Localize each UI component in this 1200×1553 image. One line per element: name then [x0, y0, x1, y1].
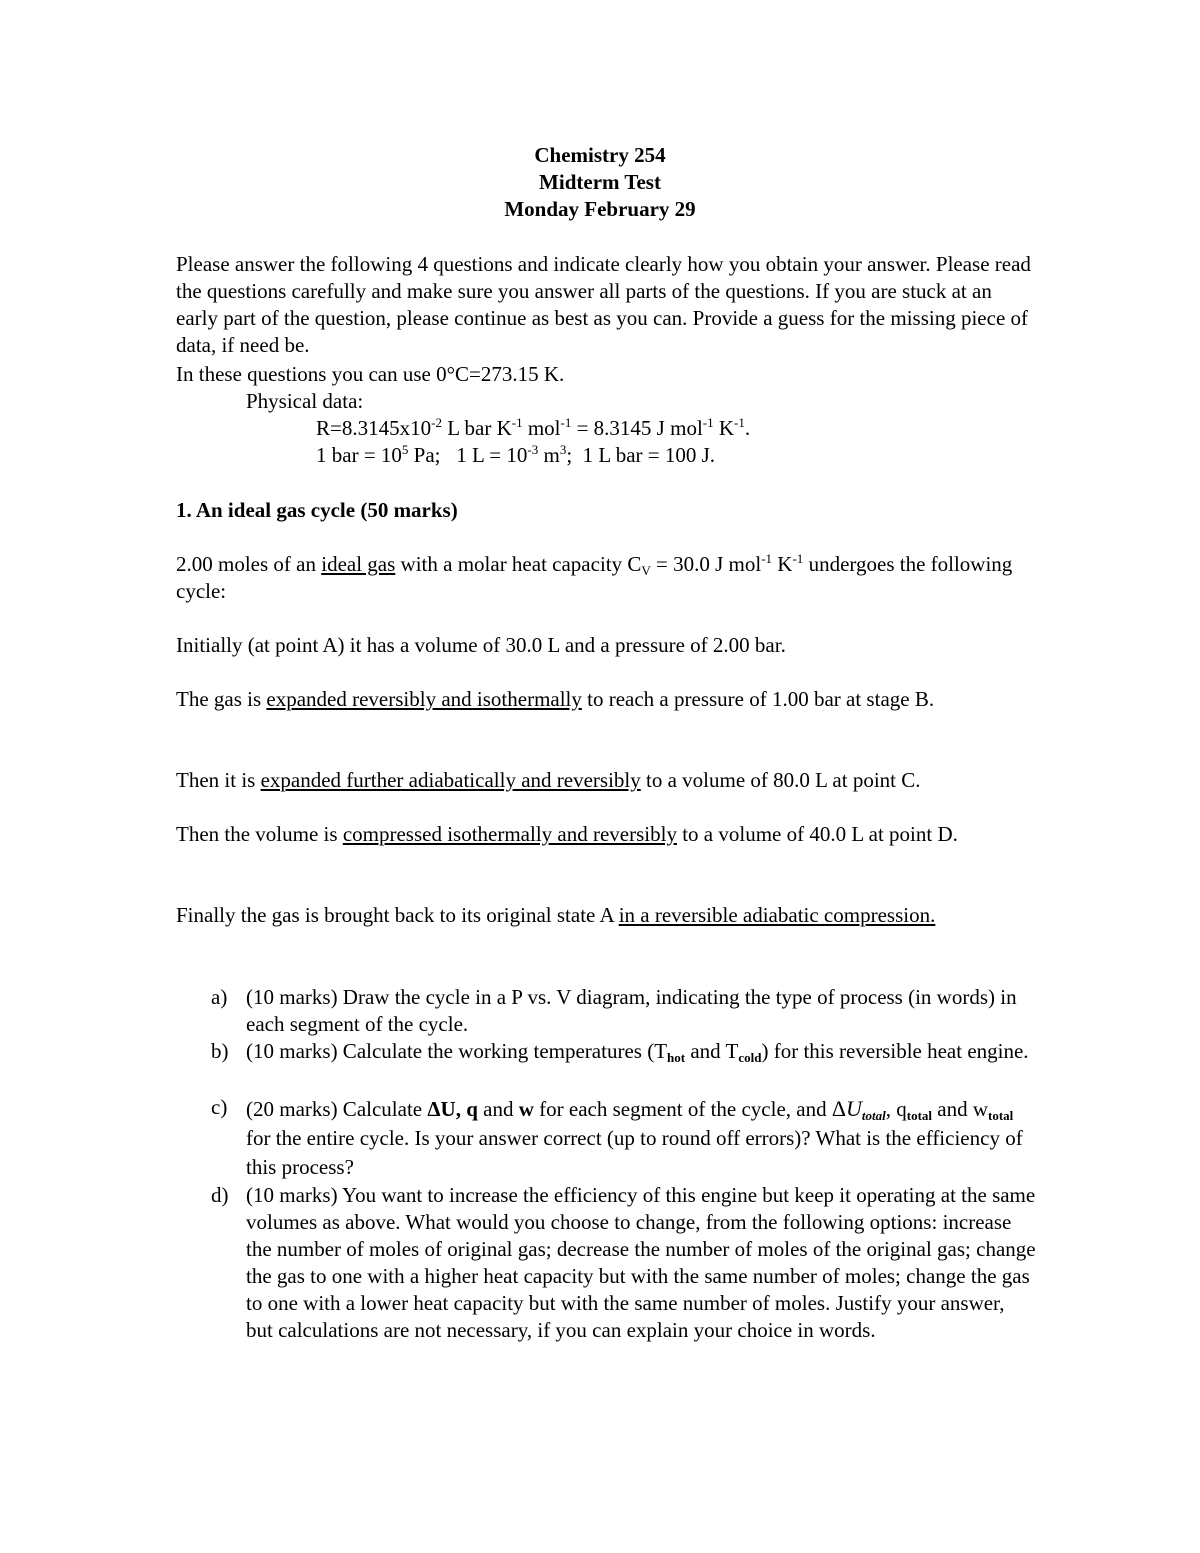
question1-paragraph-stage-b: The gas is expanded reversibly and isothermally to reach a pressure of 1.00 bar at stage B. [176, 687, 935, 711]
question1-paragraph-stage-c: Then it is expanded further adiabatically and reversibly to a volume of 80.0 L at point C. [176, 768, 921, 792]
unit-conversions-line: 1 bar = $10^5$ Pa; 1 $L = 10^{-3}$ $m^3$; 1 L bar = 100 J. [316, 442, 716, 467]
part-a-label: a) [211, 985, 228, 1009]
gas-constant-line: $R=8.3145x10^{-2}$ L bar $K^{-1}$ mol$^{-1}$ = 8.3145 J mol$^{-1}$ $K^{-1}$. [316, 415, 751, 440]
test-title: Midterm Test [539, 170, 661, 194]
part-b-label: b) [211, 1039, 229, 1063]
part-d-text: (10 marks) You want to increase the efficiency of this engine but keep it operating at the same volumes as above. What would you choose to change, from the following options: increase the number of moles of original gas; decrease the number of moles of the original gas; change the gas to one with a higher heat capacity but with the same number of moles; change the gas to one with a lower heat capacity but with the same number of moles. Justify your answer, but calculations are not necessary, if you can explain your choice in words. [246, 1183, 1036, 1342]
part-a-text: (10 marks) Draw the cycle in a P vs. V diagram, indicating the type of process (in words) in each segment of the cycle. [246, 985, 1017, 1036]
part-c-label: c) [211, 1095, 228, 1119]
instructions-paragraph: Please answer the following 4 questions and indicate clearly how you obtain your answer. Please read the questions carefully and make sure you answer all parts of the questions. If you are stuck at an early part of the question, please continue as best as you can. Provide a guess for the missing piece of data, if need be. [176, 252, 1031, 357]
test-date: Monday February 29 [504, 197, 696, 221]
course-title: Chemistry 254 [534, 143, 666, 167]
question1-heading: 1. An ideal gas cycle (50 marks) [176, 498, 458, 522]
physical-data-label: Physical data: [246, 389, 364, 413]
part-b-text: (10 marks) Calculate the working temperatures ($T_{hot}$ and $T_{cold}$) for this reversible heat engine. [246, 1039, 1029, 1065]
part-d-label: d) [211, 1183, 229, 1207]
part-c-text: (20 marks) Calculate ΔU, q and w for each segment of the cycle, and $\Delta U_{total}$, $q_{total}$ and $w_{total}$ for the entire cycle. Is your answer correct (up to round off errors)? What is the efficiency of this process? [246, 1096, 1023, 1179]
question1-paragraph-initial: Initially (at point A) it has a volume of 30.0 L and a pressure of 2.00 bar. [176, 633, 786, 657]
temperature-note: In these questions you can use 0°C=273.15 K. [176, 362, 565, 386]
question1-paragraph-gas: 2.00 moles of an ideal gas with a molar heat capacity $C_V = 30.0$ J mol$^{-1}$ $K^{-1}$ undergoes the following cycle: [176, 551, 1013, 603]
question1-paragraph-return: Finally the gas is brought back to its original state A in a reversible adiabatic compression. [176, 903, 936, 927]
question1-paragraph-stage-d: Then the volume is compressed isothermally and reversibly to a volume of 40.0 L at point D. [176, 822, 958, 846]
